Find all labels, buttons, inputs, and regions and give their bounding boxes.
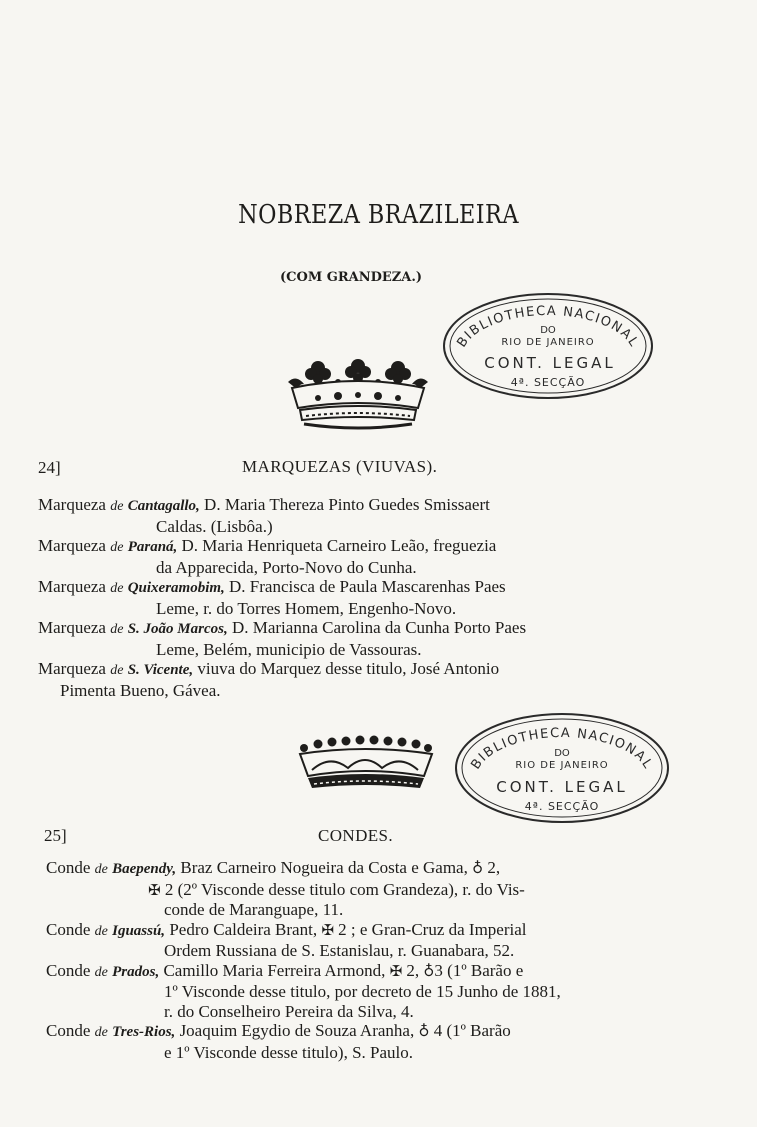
library-stamp [448,704,676,832]
stamp-line: RIO DE JANEIRO [515,760,609,771]
list-item: Conde de Tres-Rios, Joaquim Egydio de Souza Aranha, ♁ 4 (1º Barão e 1º Visconde desse titulo), S. Paulo. [46,1021,511,1062]
list-item: Marqueza de Cantagallo, D. Maria Thereza Pinto Guedes Smissaert Caldas. (Lisbôa.) [38,495,490,536]
stamp-line: 4ª. SECÇÃO [510,376,586,389]
page-title: NOBREZA BRAZILEIRA [238,200,519,230]
list-item: Conde de Iguassú, Pedro Caldeira Brant, ✠ 2 ; e Gran-Cruz da Imperial Ordem Russiana de S. Estanislau, r. Guanabara, 52. [46,919,527,960]
stamp-line: RIO DE JANEIRO [501,337,595,348]
stamp-arc-text: BIBLIOTHECA NACIONAL [454,303,642,351]
stamp-line: DO [554,748,570,759]
order-badge-icon: ♁ [423,961,435,980]
list-item: Marqueza de Paraná, D. Maria Henriqueta Carneiro Leão, freguezia da Apparecida, Porto-Novo do Cunha. [38,536,497,577]
crown-count-icon [290,730,440,802]
order-badge-icon: ♁ [472,859,484,877]
list-item: Marqueza de S. Vicente, viuva do Marquez desse titulo, José Antonio Pimenta Bueno, Gávea. [38,659,500,700]
stamp-line: CONT. LEGAL [484,354,616,372]
section-heading: CONDES. [318,826,394,845]
order-cross-icon: ✠ [148,880,161,899]
list-item: Conde de Baependy, Braz Carneiro Nogueira da Costa e Gama, ♁ 2, ✠ 2 (2º Visconde desse titulo com Grandeza), r. do Vis- conde de Maranguape, 11. [46,858,525,919]
library-stamp [436,286,660,410]
section-number: 24] [38,458,61,477]
section-number: 25] [44,826,67,845]
page-subtitle: (COM GRANDEZA.) [280,270,423,285]
entry-list [38,495,688,700]
list-item: Marqueza de S. João Marcos, D. Marianna Carolina da Cunha Porto Paes Leme, Belém, municipio de Vassouras. [38,618,527,659]
entry-list [46,858,696,1062]
list-item: Marqueza de Quixeramobim, D. Francisca de Paula Mascarenhas Paes Leme, r. do Torres Homem, Engenho-Novo. [38,577,506,618]
order-cross-icon: ✠ [389,961,403,980]
stamp-arc-text: BIBLIOTHECA NACIONAL [468,725,656,773]
list-item: Conde de Prados, Camillo Maria Ferreira Armond, ✠ 2, ♁3 (1º Barão e 1º Visconde desse titulo, por decreto de 15 Junho de 1881, r. do Conselheiro Pereira da Silva, 4. [46,960,561,1021]
order-cross-icon: ✠ [321,920,334,939]
order-badge-icon: ♁ [418,1022,430,1040]
stamp-line: CONT. LEGAL [496,778,628,796]
crown-marquis-icon [278,352,438,436]
section-heading: MARQUEZAS (VIUVAS). [242,457,438,476]
stamp-line: DO [540,325,556,336]
stamp-line: 4ª. SECÇÃO [524,800,600,813]
